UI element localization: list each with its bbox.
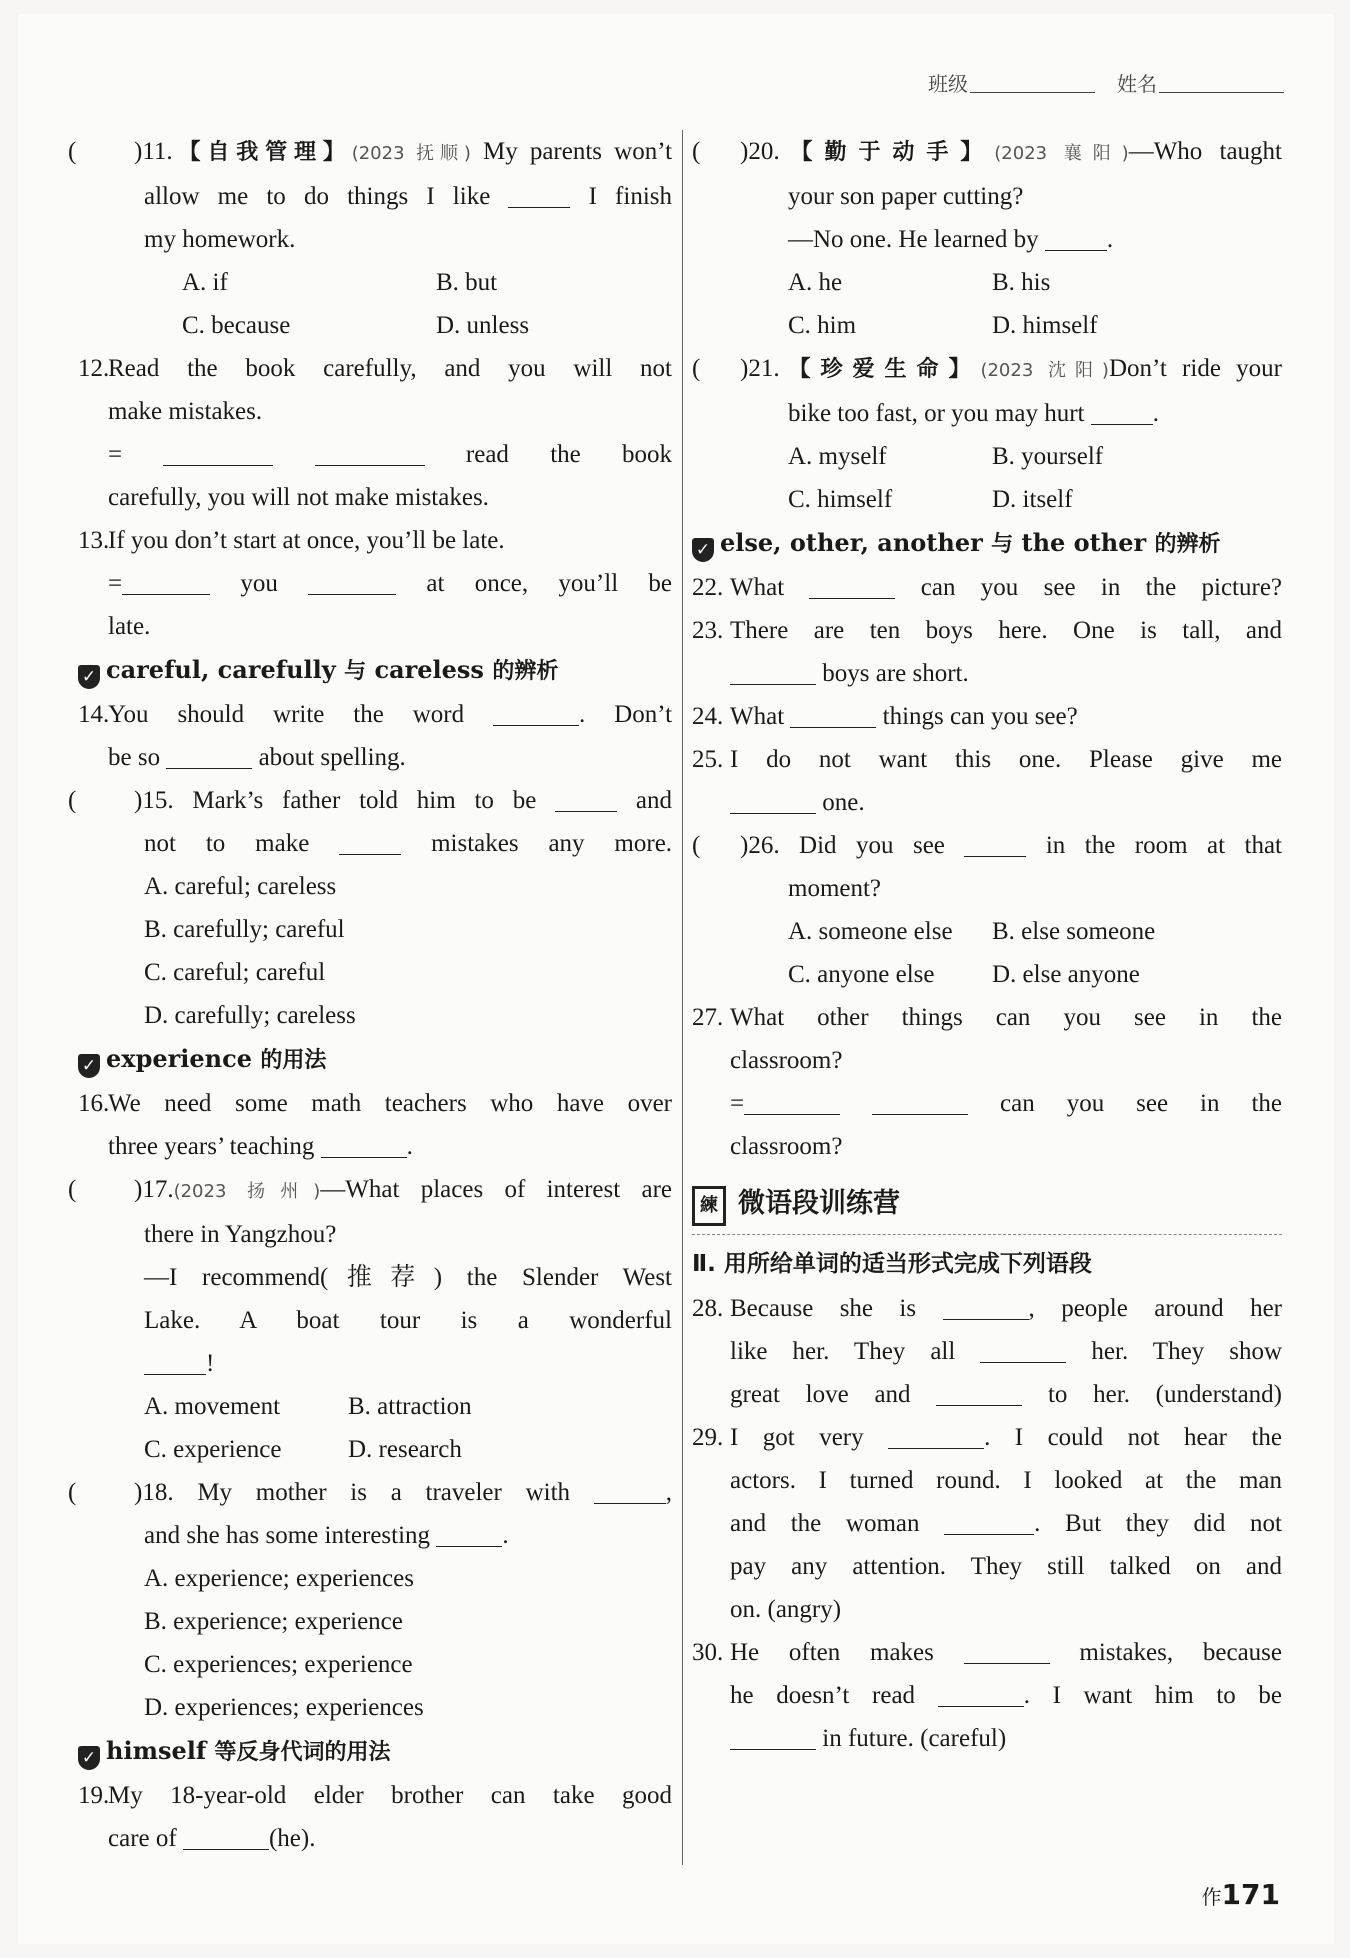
option-a[interactable]: A. if xyxy=(182,269,228,296)
blank[interactable] xyxy=(508,185,570,208)
question-19: 19. My 18-year-old elder brother can take good care of (he). xyxy=(78,1782,672,1852)
option-d[interactable]: D. itself xyxy=(992,486,1073,513)
blank[interactable] xyxy=(555,789,617,812)
blank[interactable] xyxy=(183,1827,269,1850)
blank[interactable] xyxy=(938,1684,1024,1707)
option-c[interactable]: C. experience xyxy=(144,1436,282,1463)
option-a[interactable]: A. someone else xyxy=(788,918,953,945)
question-11: ( )11.【自我管理】(2023 抚顺) My parents won’t allow me to do things I like I finish my homework. A. if B. but C. because D. unless xyxy=(78,130,672,347)
option-c[interactable]: C. because xyxy=(182,312,291,339)
source-note: (2023 抚顺) xyxy=(351,143,471,164)
topic-tag: 【勤于动手】 xyxy=(779,140,995,165)
name-label: 姓名 xyxy=(1117,72,1157,96)
question-25: 25. I do not want this one. Please give me one. xyxy=(692,746,1282,816)
topic-tag: 【自我管理】 xyxy=(172,140,352,165)
question-23: 23. There are ten boys here. One is tall, and boys are short. xyxy=(692,617,1282,687)
blank[interactable] xyxy=(1045,228,1107,251)
question-number: )11. xyxy=(134,138,173,165)
source-note: (2023 扬州) xyxy=(173,1181,321,1202)
option-c[interactable]: C. careful; careful xyxy=(144,959,326,986)
blank[interactable] xyxy=(122,572,210,595)
blank[interactable] xyxy=(594,1481,666,1504)
option-a[interactable]: A. he xyxy=(788,269,843,296)
option-a[interactable]: A. careful; careless xyxy=(144,873,337,900)
blank[interactable] xyxy=(730,662,816,685)
page-number: 作171 xyxy=(1201,1878,1280,1911)
question-16: 16. We need some math teachers who have over three years’ teaching . xyxy=(78,1090,672,1160)
blank[interactable] xyxy=(166,746,252,769)
blank[interactable] xyxy=(888,1426,984,1449)
check-icon: ✓ xyxy=(78,1746,100,1770)
blank[interactable] xyxy=(730,1727,816,1750)
option-d[interactable]: D. himself xyxy=(992,312,1098,339)
options xyxy=(78,304,672,347)
question-17: ( )17.(2023 扬州)—What places of interest are there in Yangzhou? —I recommend(推荐) the Slender West Lake. A boat tour is a wonderful ! A. movement B. attraction C. experience D. research xyxy=(78,1168,672,1471)
section-heading: ✓ careful, carefully 与 careless 的辨析 xyxy=(78,648,672,693)
option-c[interactable]: C. experiences; experience xyxy=(144,1651,413,1678)
blank[interactable] xyxy=(321,1135,407,1158)
blank[interactable] xyxy=(1091,402,1153,425)
blank[interactable] xyxy=(936,1383,1022,1406)
question-29: 29. I got very . I could not hear the actors. I turned round. I looked at the man and the woman . But they did not pay any attention. They still talked on and on. (angry) xyxy=(692,1424,1283,1623)
option-b[interactable]: B. else someone xyxy=(992,918,1156,945)
question-12: 12. Read the book carefully, and you will not make mistakes. = read the book carefully, you will not make mistakes. xyxy=(78,355,672,511)
option-b[interactable]: B. attraction xyxy=(348,1393,472,1420)
blank[interactable] xyxy=(315,443,425,466)
blank[interactable] xyxy=(809,576,895,599)
blank[interactable] xyxy=(790,705,876,728)
section-heading: ✓ experience 的用法 xyxy=(78,1037,672,1082)
question-15: ( )15. Mark’s father told him to be and not to make mistakes any more. A. careful; careless B. carefully; careful C. careful; careful D. carefully; careless xyxy=(78,779,672,1037)
option-b[interactable]: B. but xyxy=(436,269,498,296)
check-icon: ✓ xyxy=(78,665,100,689)
blank[interactable] xyxy=(964,1641,1050,1664)
topic-tag: 【珍爱生命】 xyxy=(779,357,981,382)
blank[interactable] xyxy=(308,572,396,595)
question-28: 28. Because she is , people around her like her. They all her. They show great love and to her. (understand) xyxy=(692,1295,1283,1408)
blank[interactable] xyxy=(944,1512,1034,1535)
blank[interactable] xyxy=(964,834,1026,857)
option-a[interactable]: A. experience; experiences xyxy=(144,1565,414,1592)
option-d[interactable]: D. experiences; experiences xyxy=(144,1694,424,1721)
option-b[interactable]: B. experience; experience xyxy=(144,1608,403,1635)
class-blank[interactable] xyxy=(970,74,1095,93)
question-27: 27. What other things can you see in the classroom? = can you see in the classroom? xyxy=(692,1004,1283,1160)
source-note: (2023 沈阳) xyxy=(980,360,1109,381)
blank[interactable] xyxy=(744,1092,840,1115)
option-d[interactable]: D. else anyone xyxy=(992,961,1140,988)
option-c[interactable]: C. him xyxy=(788,312,857,339)
option-b[interactable]: B. yourself xyxy=(992,443,1104,470)
options xyxy=(78,261,672,304)
question-20: ( )20.【勤于动手】(2023 襄阳)—Who taught your son paper cutting? —No one. He learned by . A. he B. his C. him D. himself xyxy=(692,130,1282,347)
right-column xyxy=(692,130,1282,1760)
blank[interactable] xyxy=(436,1524,502,1547)
part-two-instruction: Ⅱ. 用所给单词的适当形式完成下列语段 xyxy=(692,1251,1092,1277)
question-26: ( )26. Did you see in the room at that moment? A. someone else B. else someone C. anyone else D. else anyone xyxy=(692,824,1282,996)
practice-camp-header xyxy=(692,1176,1282,1235)
section-heading: ✓ else, other, another 与 the other 的辨析 xyxy=(692,521,1282,566)
option-a[interactable]: A. movement xyxy=(144,1393,281,1420)
option-d[interactable]: D. research xyxy=(348,1436,462,1463)
practice-icon: 練 xyxy=(692,1186,726,1226)
option-c[interactable]: C. himself xyxy=(788,486,893,513)
camp-title: 微语段训练营 xyxy=(738,1188,900,1219)
blank[interactable] xyxy=(339,832,401,855)
option-b[interactable]: B. carefully; careful xyxy=(144,916,345,943)
question-22: 22. What can you see in the picture? xyxy=(692,574,1283,601)
option-d[interactable]: D. unless xyxy=(436,312,530,339)
option-c[interactable]: C. anyone else xyxy=(788,961,935,988)
left-column xyxy=(68,130,673,1860)
check-icon: ✓ xyxy=(78,1054,100,1078)
blank[interactable] xyxy=(730,791,816,814)
header xyxy=(928,68,1284,97)
check-icon: ✓ xyxy=(692,538,714,562)
section-heading: ✓ himself 等反身代词的用法 xyxy=(78,1729,672,1774)
blank[interactable] xyxy=(144,1352,206,1375)
source-note: (2023 襄阳) xyxy=(994,143,1129,164)
blank[interactable] xyxy=(163,443,273,466)
blank[interactable] xyxy=(872,1092,968,1115)
blank[interactable] xyxy=(980,1340,1066,1363)
blank[interactable] xyxy=(493,703,579,726)
question-14: 14. You should write the word . Don’t be so about spelling. xyxy=(78,701,673,771)
question-30: 30. He often makes mistakes, because he doesn’t read . I want him to be in future. (careful) xyxy=(692,1639,1282,1752)
question-13: 13. If you don’t start at once, you’ll be late. = you at once, you’ll be late. xyxy=(78,527,672,640)
class-label: 班级 xyxy=(928,72,968,96)
question-24: 24. What things can you see? xyxy=(692,703,1078,730)
option-a[interactable]: A. myself xyxy=(788,443,887,470)
column-divider xyxy=(682,130,683,1865)
blank[interactable] xyxy=(943,1297,1029,1320)
question-21: ( )21.【珍爱生命】(2023 沈阳)Don’t ride your bike too fast, or you may hurt . A. myself B. yourself C. himself D. itself xyxy=(692,347,1282,521)
option-b[interactable]: B. his xyxy=(992,269,1051,296)
option-d[interactable]: D. carefully; careless xyxy=(144,1002,356,1029)
name-blank[interactable] xyxy=(1159,74,1284,93)
question-18: ( )18. My mother is a traveler with , and she has some interesting . A. experience; experiences B. experience; experience C. experiences; experience D. experiences; experiences xyxy=(78,1471,672,1729)
